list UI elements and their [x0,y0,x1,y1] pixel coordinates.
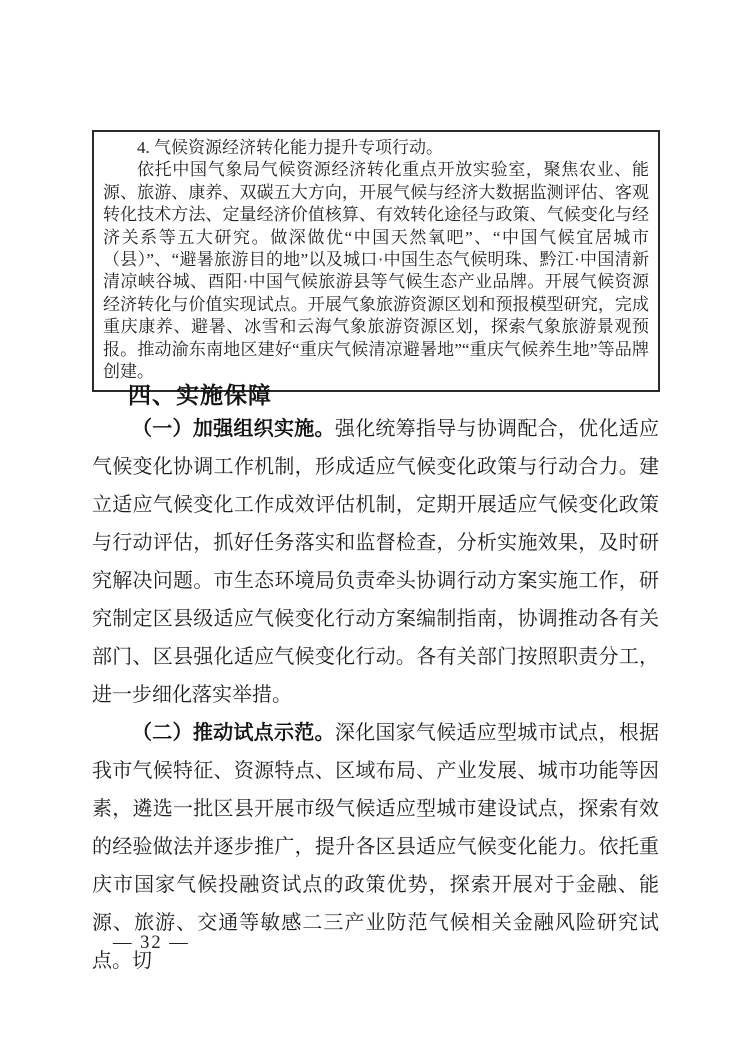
page-number: — 32 — [113,933,190,953]
paragraph-1-lead: （一）加强组织实施。 [132,418,335,440]
action-item-box [92,130,660,392]
paragraph-2-lead: （二）推动试点示范。 [132,722,335,744]
paragraph-1 [92,410,659,714]
action-item-title: 4. 气候资源经济转化能力提升专项行动。 [137,138,443,157]
action-item-body: 依托中国气象局气候资源经济转化重点开放实验室，聚焦农业、能源、旅游、康养、双碳五大方向，开展气候与经济大数据监测评估、客观转化技术方法、定量经济价值核算、有效转化途径与政策、气候变化与经济关系等五大研究。做深做优“中国天然氧吧”、“中国气候宜居城市（县）”、“避暑旅游目的地”以及城口·中国生态气候明珠、黔江·中国清新清凉峡谷城、酉阳·中国气候旅游县等气候生态产业品牌。开展气候资源经济转化与价值实现试点。开展气象旅游资源区划和预报模型研究，完成重庆康养、避暑、冰雪和云海气象旅游资源区划，探索气象旅游景观预报。推动渝东南地区建好“重庆气候清凉避暑地”“重庆气候养生地”等品牌创建。 [103,160,649,382]
paragraph-2-text: 深化国家气候适应型城市试点，根据我市气候特征、资源特点、区域布局、产业发展、城市功能等因素，遴选一批区县开展市级气候适应型城市建设试点，探索有效的经验做法并逐步推广，提升各区县适应气候变化能力。依托重庆市国家气候投融资试点的政策优势，探索开展对于金融、能源、旅游、交通等敏感二三产业防范气候相关金融风险研究试点。切 [92,722,660,972]
section-heading: 四、实施保障 [128,382,272,408]
section-body [92,410,659,980]
paragraph-1-text: 强化统筹指导与协调配合，优化适应气候变化协调工作机制，形成适应气候变化政策与行动合力。建立适应气候变化工作成效评估机制，定期开展适应气候变化政策与行动评估，抓好任务落实和监督检查，分析实施效果，及时研究解决问题。市生态环境局负责牵头协调行动方案实施工作，研究制定区县级适应气候变化行动方案编制指南，协调推动各有关部门、区县强化适应气候变化行动。各有关部门按照职责分工，进一步细化落实举措。 [92,418,660,706]
